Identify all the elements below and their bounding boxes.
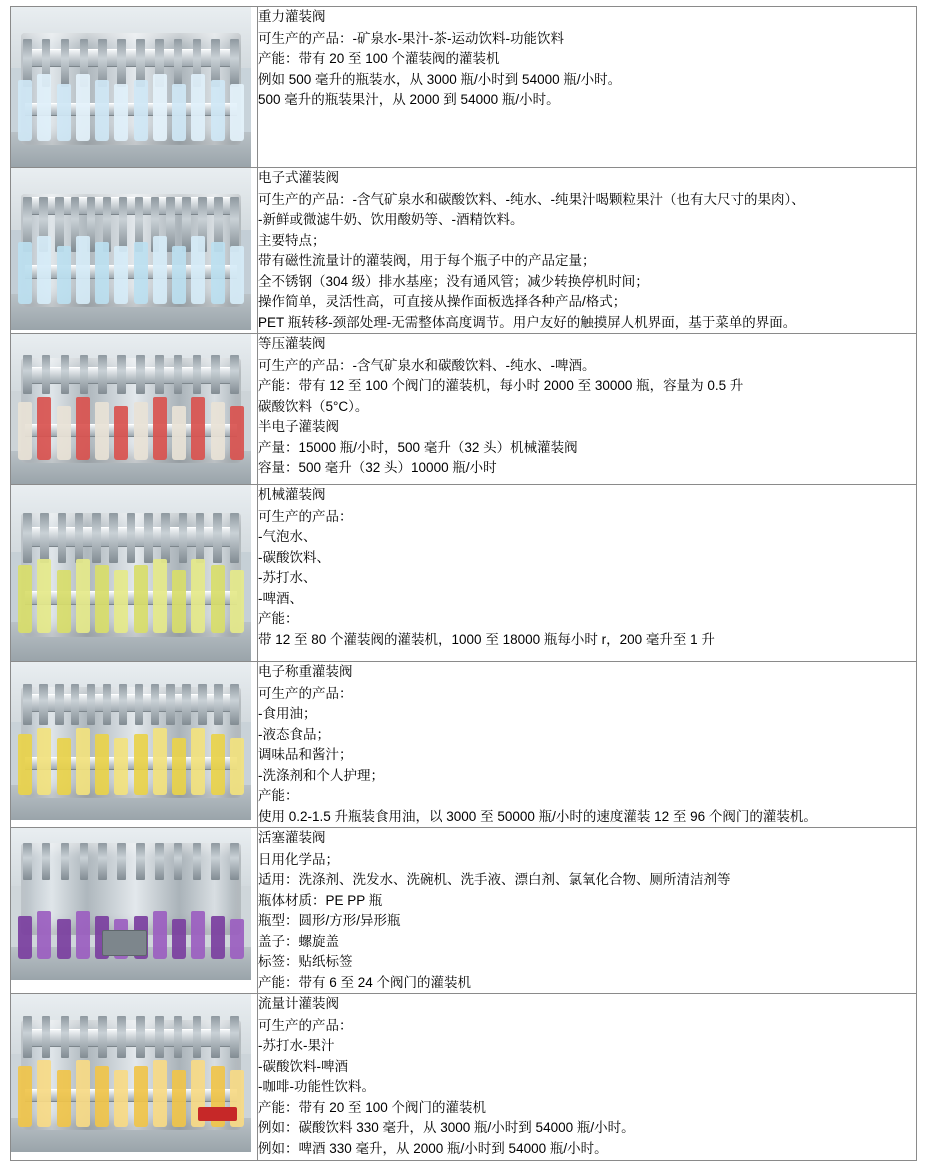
spec-line: 使用 0.2-1.5 升瓶装食用油，以 3000 至 50000 瓶/小时的速度灌装 12 至 96 个阀门的灌装机。 (258, 808, 817, 824)
photo-bottles (18, 722, 244, 795)
electronic-weighing-filling-valve-photo (11, 662, 251, 820)
spec-line: 调味品和酱汁； (258, 747, 353, 763)
spec-line: 产能：带有 20 至 100 个灌装阀的灌装机 (258, 51, 500, 67)
photo-bottles (18, 68, 244, 142)
spec-line: -液态食品； (258, 726, 330, 742)
spec-line: -碳酸饮料、 (258, 549, 330, 565)
table-row (11, 828, 917, 994)
spec-line: 可生产的产品：-矿泉水-果汁-茶-运动饮料-功能饮料 (258, 30, 564, 46)
photo-bottles (18, 230, 244, 305)
valve-type-title: 电子称重灌装阀 (258, 664, 353, 680)
spec-line: 瓶型：圆形/方形/异形瓶 (258, 913, 401, 929)
spec-line: 带有磁性流量计的灌装阀，用于每个瓶子中的产品定量； (258, 253, 596, 269)
image-cell (11, 994, 258, 1160)
spec-line: 标签：贴纸标签 (258, 954, 353, 970)
photo-red-label (198, 1107, 236, 1121)
table-row (11, 662, 917, 828)
spec-line: 碳酸饮料（5°C）。 (258, 398, 369, 414)
text-cell (258, 334, 917, 485)
filling-valve-spec-table (10, 6, 917, 1161)
photo-nozzles (23, 355, 239, 394)
valve-type-title: 流量计灌装阀 (258, 996, 339, 1012)
spec-line: 可生产的产品： (258, 685, 353, 701)
spec-line: 瓶体材质：PE PP 瓶 (258, 892, 383, 908)
valve-type-title: 重力灌装阀 (258, 9, 326, 24)
gravity-filling-valve-photo (11, 7, 251, 167)
photo-control-panel (102, 930, 147, 956)
spec-line: PET 瓶转移-颈部处理-无需整体高度调节。用户友好的触摸屏人机界面，基于菜单的界面。 (258, 314, 797, 330)
table-row (11, 485, 917, 662)
spec-line: 产能：带有 12 至 100 个阀门的灌装机，每小时 2000 至 30000 瓶，容量为 0.5 升 (258, 378, 744, 394)
spec-line: 产能： (258, 611, 299, 627)
spec-line: 例如 500 毫升的瓶装水，从 3000 瓶/小时到 54000 瓶/小时。 (258, 71, 622, 87)
text-cell (258, 168, 917, 334)
spec-line: 带 12 至 80 个灌装阀的灌装机，1000 至 18000 瓶每小时 r，200 毫升至 1 升 (258, 631, 715, 647)
spec-line: -咖啡-功能性饮料。 (258, 1079, 375, 1095)
photo-nozzles (23, 684, 239, 725)
spec-line: 适用：洗涤剂、洗发水、洗碗机、洗手液、漂白剂、氯氧化合物、厕所清洁剂等 (258, 872, 731, 888)
spec-line: -啤酒、 (258, 590, 303, 606)
spec-line: 操作简单，灵活性高，可直接从操作面板选择各种产品/格式； (258, 294, 627, 310)
spec-line: -碳酸饮料-啤酒 (258, 1058, 348, 1074)
spec-line: -苏打水-果汁 (258, 1038, 335, 1054)
flowmeter-filling-valve-photo (11, 994, 251, 1152)
photo-bottles (18, 391, 244, 460)
spec-line: 容量：500 毫升（32 头）10000 瓶/小时 (258, 460, 497, 476)
spec-line: -食用油； (258, 706, 317, 722)
spec-line: 产能： (258, 788, 299, 804)
image-cell (11, 662, 258, 828)
table-row (11, 994, 917, 1160)
valve-type-title: 电子式灌装阀 (258, 170, 339, 185)
spec-line: -洗涤剂和个人护理； (258, 767, 384, 783)
spec-line: 可生产的产品：-含气矿泉水和碳酸饮料、-纯水、-啤酒。 (258, 357, 596, 373)
spec-line: 产量：15000 瓶/小时，500 毫升（32 头）机械灌装阀 (258, 439, 578, 455)
spec-line: -苏打水、 (258, 570, 317, 586)
valve-type-title: 机械灌装阀 (258, 487, 326, 503)
electronic-filling-valve-photo (11, 168, 251, 330)
spec-line: 可生产的产品： (258, 508, 353, 524)
spec-line: 主要特点； (258, 232, 326, 248)
spec-line: -新鲜或微滤牛奶、饮用酸奶等、-酒精饮料。 (258, 212, 524, 228)
photo-bottles (18, 552, 244, 633)
image-cell (11, 7, 258, 168)
spec-line: 例如：啤酒 330 毫升，从 2000 瓶/小时到 54000 瓶/小时。 (258, 1140, 608, 1156)
table-row (11, 334, 917, 485)
mechanical-filling-valve-photo (11, 485, 251, 661)
spec-line: 产能：带有 20 至 100 个阀门的灌装机 (258, 1099, 487, 1115)
piston-filling-valve-photo (11, 828, 251, 980)
spec-line: 500 毫升的瓶装果汁，从 2000 到 54000 瓶/小时。 (258, 92, 560, 108)
spec-line: 盖子：螺旋盖 (258, 933, 339, 949)
photo-nozzles (23, 843, 239, 879)
valve-type-title: 等压灌装阀 (258, 336, 326, 352)
image-cell (11, 828, 258, 994)
text-cell (258, 7, 917, 168)
image-cell (11, 168, 258, 334)
table-body (11, 7, 917, 1161)
spec-line: 可生产的产品：-含气矿泉水和碳酸饮料、-纯水、-纯果汁喝颗粒果汁（也有大尺寸的果肉）、 (258, 191, 805, 207)
valve-type-title: 活塞灌装阀 (258, 830, 326, 846)
image-cell (11, 485, 258, 662)
spec-line: 全不锈钢（304 级）排水基座；没有通风管；减少转换停机时间； (258, 273, 649, 289)
text-cell (258, 485, 917, 662)
spec-line: -气泡水、 (258, 529, 317, 545)
spec-line: 例如：碳酸饮料 330 毫升，从 3000 瓶/小时到 54000 瓶/小时。 (258, 1120, 635, 1136)
text-cell (258, 828, 917, 994)
photo-nozzles (23, 1016, 239, 1057)
table-row (11, 168, 917, 334)
spec-subtitle: 半电子灌装阀 (258, 419, 339, 435)
text-cell (258, 994, 917, 1160)
image-cell (11, 334, 258, 485)
isobaric-filling-valve-photo (11, 334, 251, 484)
spec-line: 可生产的产品： (258, 1017, 353, 1033)
text-cell (258, 662, 917, 828)
spec-line: 日用化学品； (258, 851, 339, 867)
spec-line: 产能：带有 6 至 24 个阀门的灌装机 (258, 974, 472, 990)
table-row (11, 7, 917, 168)
